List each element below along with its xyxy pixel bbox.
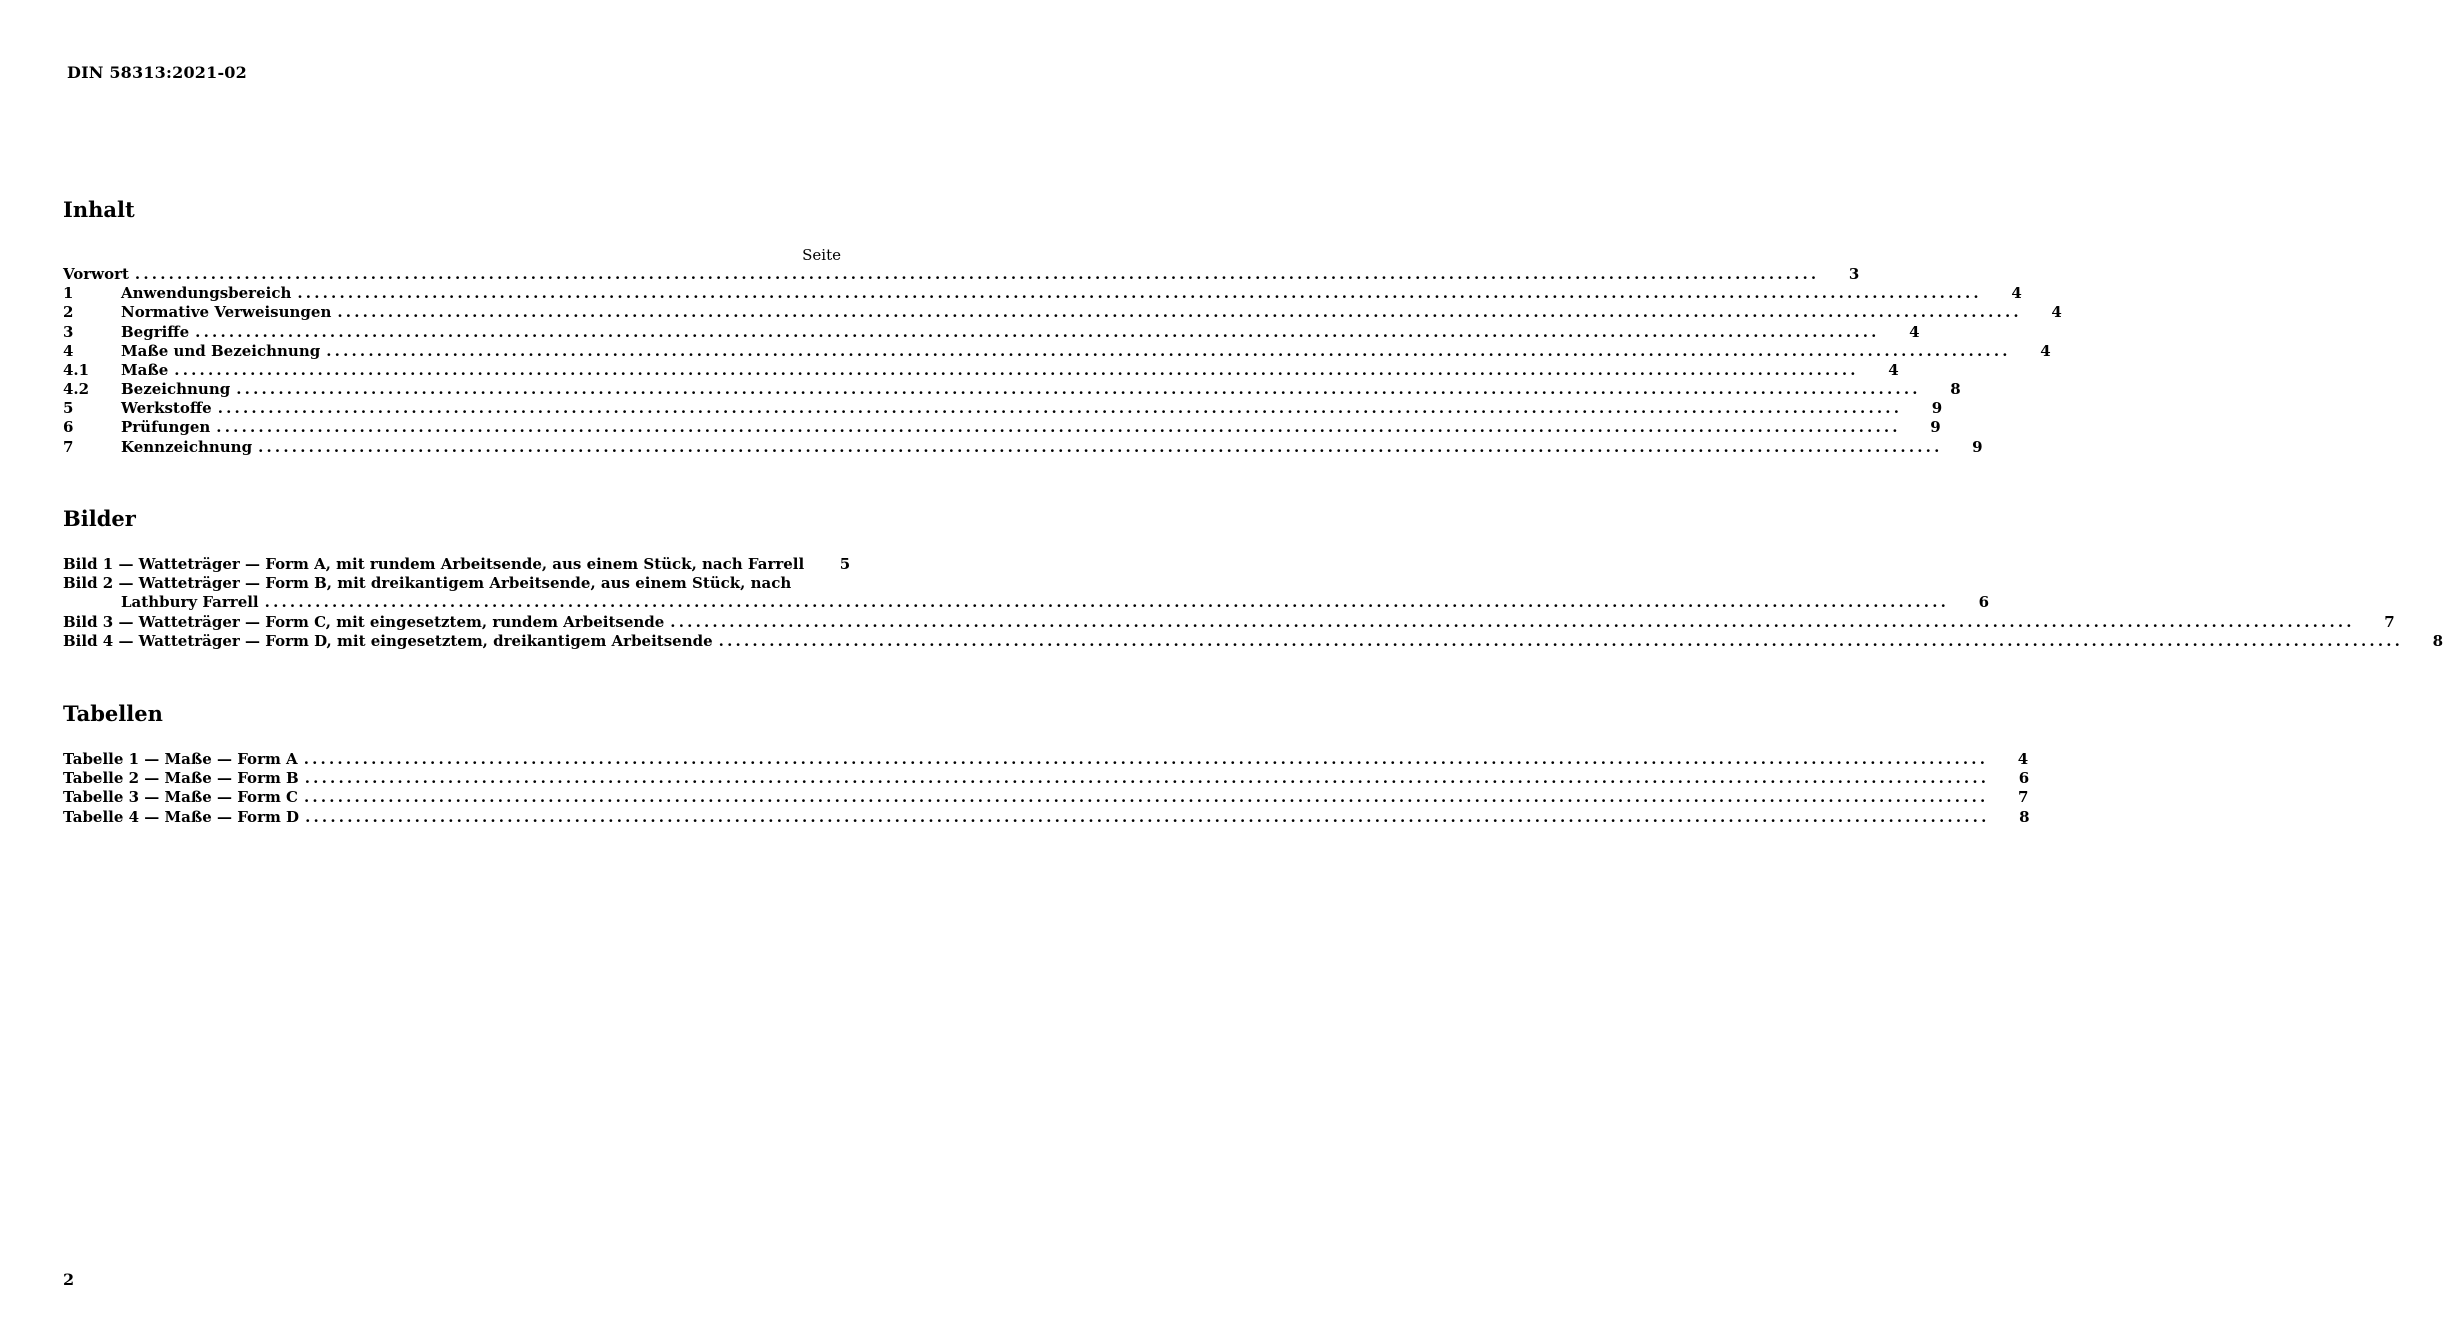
figures-list [63, 554, 2443, 651]
toc-entry[interactable] [63, 437, 1983, 457]
toc-entry-number: 2 [63, 303, 74, 322]
toc-entry[interactable] [63, 360, 1899, 380]
figure-entry-continuation[interactable] [63, 593, 1990, 612]
table-entry[interactable] [63, 769, 2030, 788]
figure-entry[interactable] [63, 631, 2443, 651]
table-entry-page: 7 [2018, 788, 2029, 807]
figure-entry-page: 5 [839, 554, 851, 573]
leader-dots: ........................................................................................................................................................................................................ [134, 264, 1820, 283]
figure-entry-page: 6 [1978, 593, 1990, 612]
toc-entry-title: Anwendungsbereich [121, 284, 292, 303]
table-entry-title: Tabelle 2 — Maße — Form B [63, 769, 299, 788]
toc-entry[interactable] [63, 264, 1860, 284]
leader-dots: ........................................................................................................................................................................................................ [670, 612, 2355, 631]
toc-entry[interactable] [63, 380, 1961, 399]
document-id: DIN 58313:2021-02 [67, 63, 247, 82]
toc-entry-number: 3 [63, 322, 74, 341]
toc-entry-title: Bezeichnung [121, 380, 231, 399]
leader-dots: ........................................................................................................................................................................................................ [304, 788, 1989, 807]
leader-dots: ........................................................................................................................................................................................................ [297, 284, 1982, 303]
page-column-label: Seite [802, 246, 841, 264]
toc-entry-page: 4 [1909, 322, 1920, 341]
leader-dots: ........................................................................................................................................................................................................ [195, 322, 1880, 341]
leader-dots: ........................................................................................................................................................................................................ [236, 380, 1921, 399]
toc-entry-title: Maße und Bezeichnung [121, 341, 321, 360]
leader-dots: ........................................................................................................................................................................................................ [303, 749, 1989, 768]
table-entry[interactable] [63, 807, 2030, 827]
page-number: 2 [63, 1270, 75, 1289]
toc-entry-number: 4.2 [63, 380, 90, 399]
table-entry[interactable] [63, 788, 2029, 807]
leader-dots: ........................................................................................................................................................................................................ [216, 418, 1901, 437]
toc-entry-page: 4 [2011, 284, 2022, 303]
toc-entry-page: 8 [1950, 380, 1961, 399]
toc-entry-title: Werkstoffe [121, 399, 212, 418]
table-entry-title: Tabelle 1 — Maße — Form A [63, 749, 298, 768]
leader-dots: ........................................................................................................................................................................................................ [305, 807, 1990, 826]
toc-entry-title: Normative Verweisungen [121, 303, 332, 322]
toc-entry-number: 4.1 [63, 360, 90, 379]
leader-dots: ........................................................................................................................................................................................................ [718, 631, 2404, 650]
figure-entry-title: Bild 1 — Watteträger — Form A, mit rundem Arbeitsende, aus einem Stück, nach Farrell [63, 554, 805, 573]
toc-entry-page: 4 [2040, 341, 2051, 360]
table-entry[interactable] [63, 749, 2029, 769]
toc-entry-number: 5 [63, 399, 74, 418]
toc-entry-title: Vorwort [63, 264, 129, 283]
table-entry-page: 6 [2018, 769, 2030, 788]
figure-entry-page: 7 [2384, 612, 2395, 631]
figure-entry-title: Bild 2 — Watteträger — Form B, mit dreikantigem Arbeitsende, aus einem Stück, nach [63, 574, 792, 593]
table-entry-title: Tabelle 3 — Maße — Form C [63, 788, 298, 807]
figures-heading: Bilder [63, 506, 136, 531]
toc-entry-number: 1 [63, 284, 74, 303]
toc-entry-title: Begriffe [121, 322, 190, 341]
contents-heading: Inhalt [63, 197, 135, 222]
toc-entry-title: Prüfungen [121, 418, 211, 437]
toc-entry[interactable] [63, 418, 1941, 438]
contents-list [63, 264, 2062, 457]
toc-entry-number: 7 [63, 437, 74, 456]
figure-entry-title-continued: Lathbury Farrell [121, 593, 259, 612]
figure-entry-title: Bild 3 — Watteträger — Form C, mit eingesetztem, rundem Arbeitsende [63, 612, 665, 631]
table-entry-page: 8 [2019, 807, 2030, 826]
figure-entry-page: 8 [2432, 631, 2443, 650]
toc-entry[interactable] [63, 284, 2022, 303]
figure-entry[interactable] [63, 554, 851, 574]
toc-entry-page: 9 [1972, 437, 1983, 456]
toc-entry-page: 9 [1930, 418, 1941, 437]
tables-heading: Tabellen [63, 701, 163, 726]
figure-entry[interactable] [63, 574, 841, 593]
table-entry-title: Tabelle 4 — Maße — Form D [63, 807, 300, 826]
toc-entry[interactable] [63, 399, 1943, 418]
leader-dots: ........................................................................................................................................................................................................ [304, 769, 1990, 788]
leader-dots: ........................................................................................................................................................................................................ [326, 341, 2011, 360]
toc-entry-page: 4 [2051, 303, 2062, 322]
toc-entry-title: Kennzeichnung [121, 437, 253, 456]
toc-entry[interactable] [63, 341, 2051, 361]
figure-entry-title: Bild 4 — Watteträger — Form D, mit eingesetztem, dreikantigem Arbeitsende [63, 631, 713, 650]
leader-dots: ........................................................................................................................................................................................................ [264, 593, 1950, 612]
table-entry-page: 4 [2017, 749, 2029, 768]
toc-entry-page: 4 [1888, 360, 1899, 379]
toc-entry-page: 9 [1931, 399, 1943, 418]
leader-dots: ........................................................................................................................................................................................................ [174, 360, 1859, 379]
toc-entry-title: Maße [121, 360, 169, 379]
toc-entry[interactable] [63, 322, 1920, 342]
toc-entry-number: 4 [63, 341, 74, 360]
tables-list [63, 749, 2030, 827]
figure-entry[interactable] [63, 612, 2395, 632]
leader-dots: ........................................................................................................................................................................................................ [337, 303, 2022, 322]
toc-entry[interactable] [63, 303, 2062, 322]
toc-entry-number: 6 [63, 418, 74, 437]
toc-entry-page: 3 [1848, 264, 1860, 283]
leader-dots: ........................................................................................................................................................................................................ [217, 399, 1903, 418]
leader-dots: ........................................................................................................................................................................................................ [258, 437, 1943, 456]
